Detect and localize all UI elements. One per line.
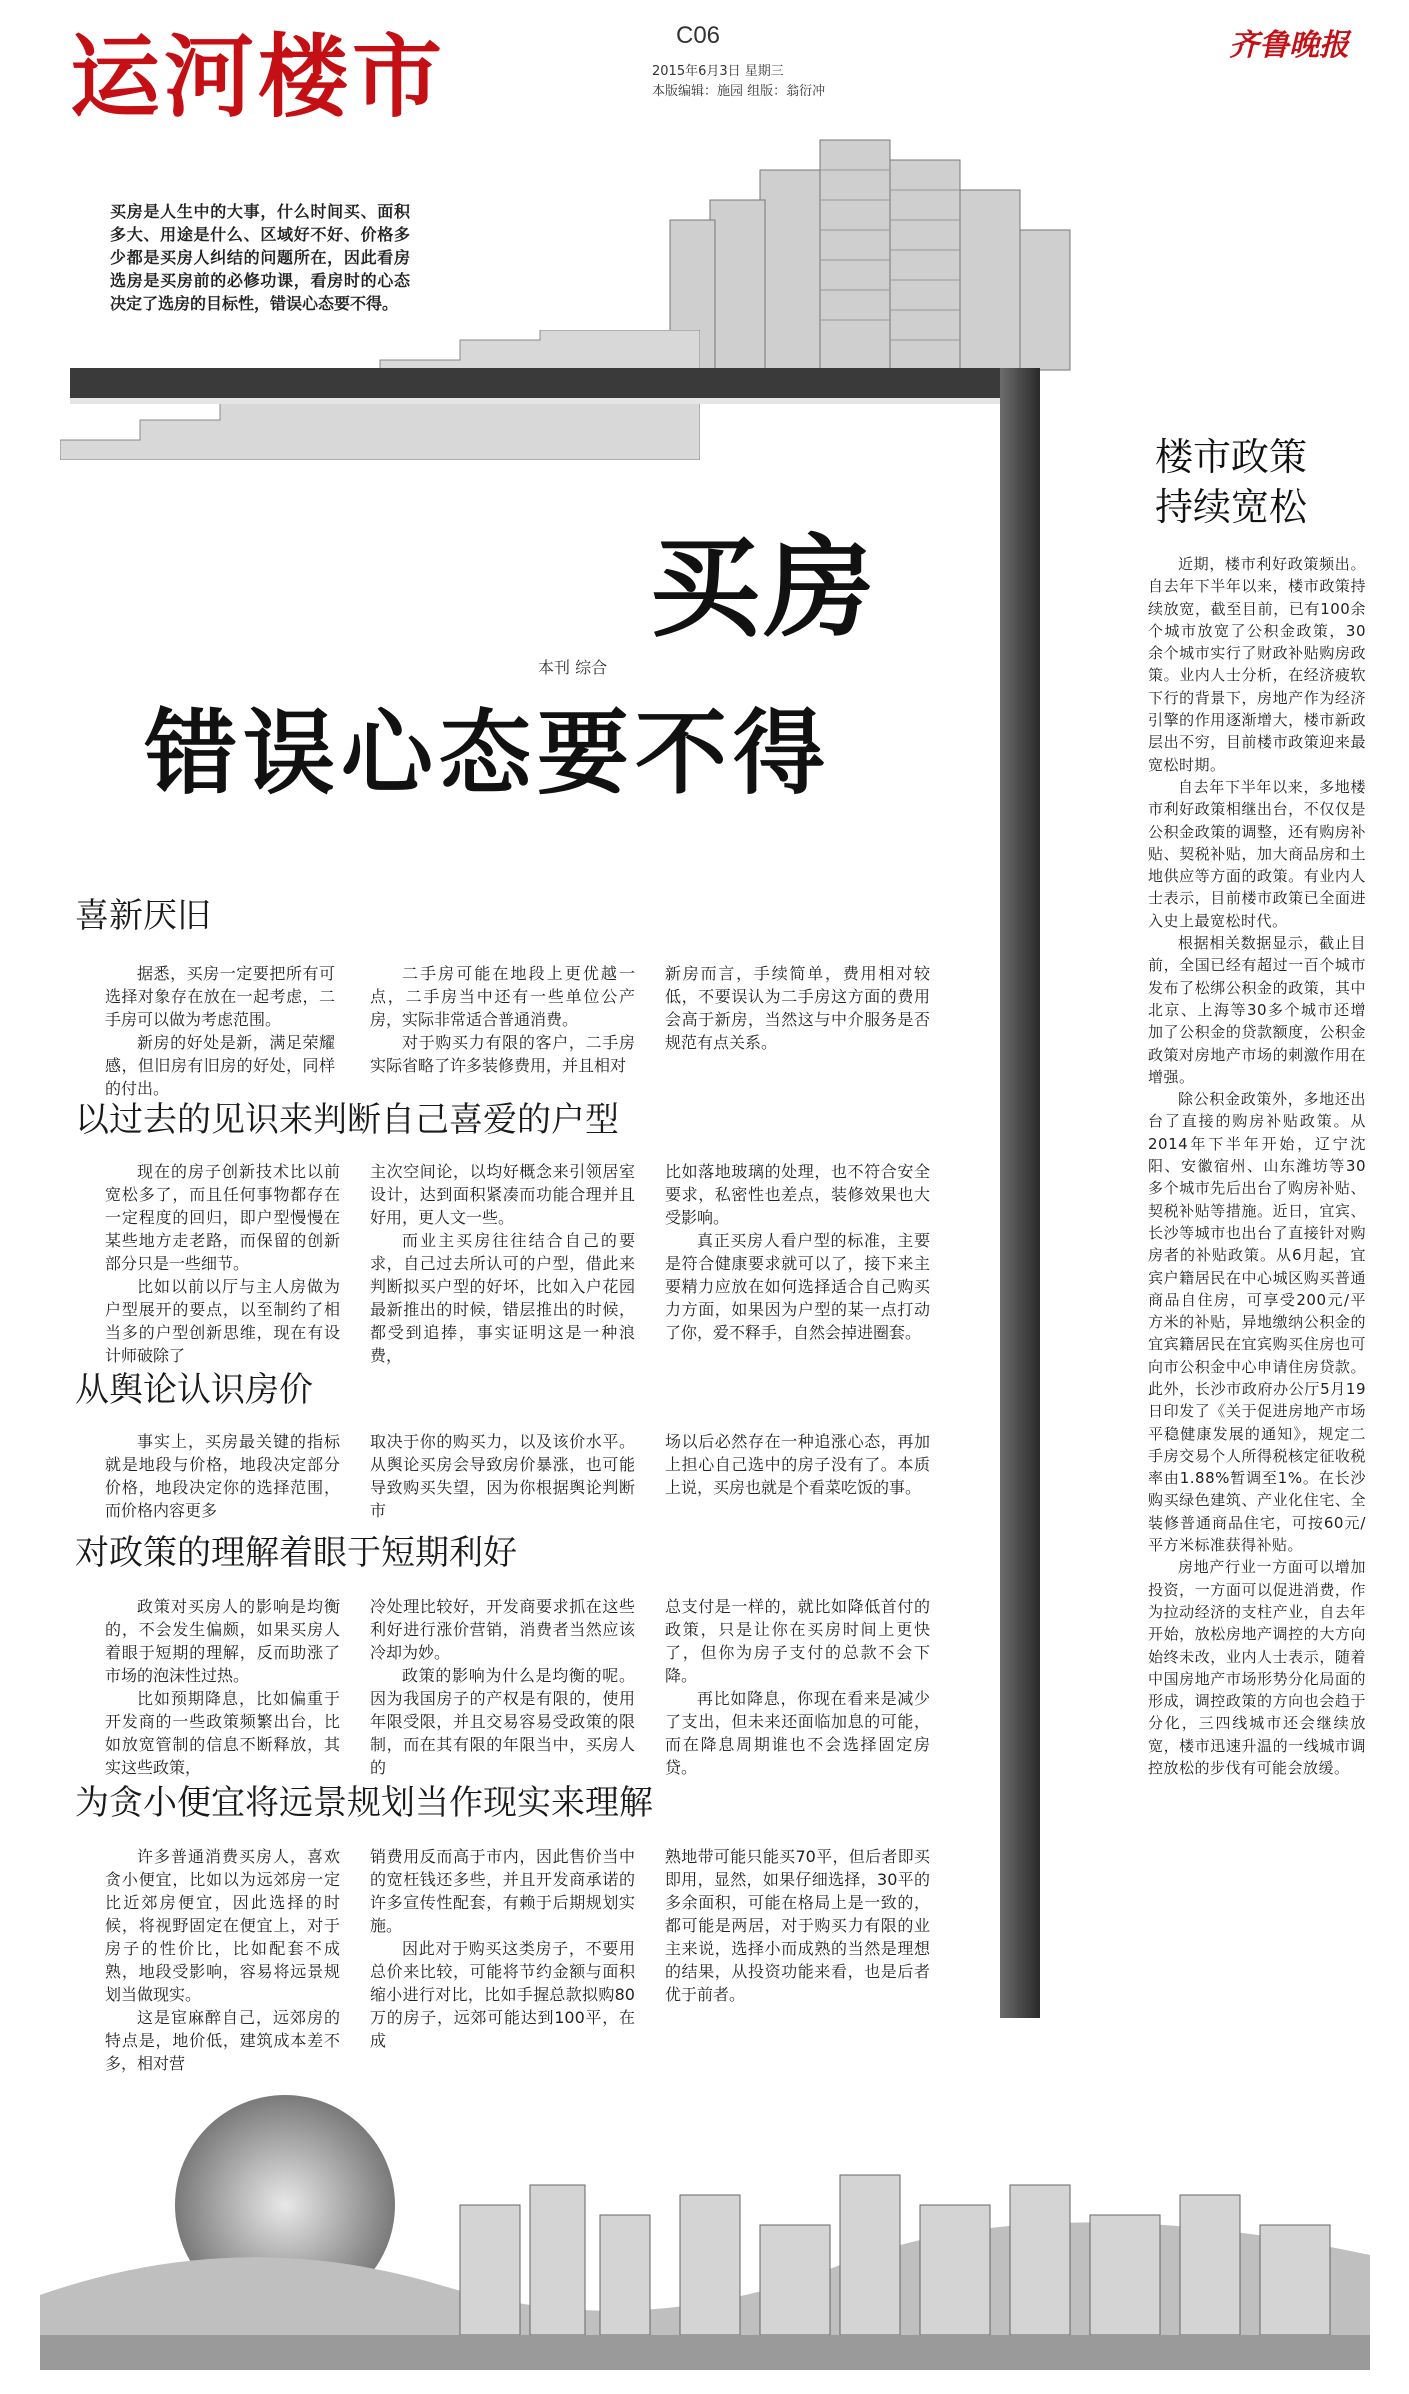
sidebar-body: 近期，楼市利好政策频出。自去年下半年以来，楼市政策持续放宽，截至目前，已有100余个城市放宽了公积金政策，30余个城市实行了财政补贴购房政策。业内人士分析，在经济疲软下行的背景下，房地产作为经济引擎的作用逐渐增大，楼市新政层出不穷，目前楼市政策迎来最宽松时期。 自去年下半年以来，多地楼市利好政策相继出台，不仅仅是公积金政策的调整，还有购房补贴、契税补贴，加大商品房和土地供应等方面的政策。有业内人士表示，目前楼市政策已全面进入史上最宽松时代。 根据相关数据显示，截止目前，全国已经有超过一百个城市发布了松绑公积金的政策，其中北京、上海等30多个城市还增加了公积金的贷款额度，公积金政策对房地产市场的刺激作用在增强。 除公积金政策外，多地还出台了直接的购房补贴政策。从2014年下半年开始，辽宁沈阳、安徽宿州、山东潍坊等30多个城市先后出台了购房补贴、契税补贴等措施。近日，宜宾、长沙等城市也出台了直接针对购房者的补贴政策。从6月起，宜宾户籍居民在中心城区购买普通商品自住房，可享受200元/平方米的补贴，异地缴纳公积金的宜宾籍居民在宜宾购买住房也可向市公积金中心申请住房贷款。此外，长沙市政府办公厅5月19日印发了《关于促进房地产市场平稳健康发展的通知》，规定二手房交易个人所得税核定征收税率由1.88%暂调至1%。在长沙购买绿色建筑、产业化住宅、全装修普通商品住宅，可按60元/平方米标准获得补贴。 房地产行业一方面可以增加投资，一方面可以促进消费，作为拉动经济的支柱产业，自去年开始，放松房地产调控的大方向始终未改，业内人士表示，随着中国房地产市场形势分化局面的形成，调控政策的方向也会趋于分化，三四线城市还会继续放宽，楼市迅速升温的一线城市调控放松的步伐有可能会放缓。 xyxy=(1148,555,1366,1778)
section-title: 喜新厌旧 xyxy=(75,896,211,936)
section-col: 许多普通消费买房人，喜欢贪小便宜，比如以为远郊房一定比近郊房便宜，因此选择的时候，将视野固定在便宜上，对于房子的性价比，比如配套不成熟，地段受影响，容易将远景规划当做现实。 这是宦麻醉自己，远郊房的特点是，地价低，建筑成本差不多，相对营 xyxy=(105,1847,340,2073)
section-col: 事实上，买房最关键的指标就是地段与价格，地段决定部分价格，地段决定你的选择范围，而价格内容更多 xyxy=(105,1432,340,1520)
section-title: 为贪小便宜将远景规划当作现实来理解 xyxy=(75,1783,653,1823)
headline-line1: 买房 xyxy=(650,524,878,652)
section-title: 以过去的见识来判断自己喜爱的户型 xyxy=(75,1100,619,1140)
section-col: 取决于你的购买力，以及该价水平。从舆论买房会导致房价暴涨，也可能导致购买失望，因为你根据舆论判断市 xyxy=(370,1432,635,1520)
headline-line2: 错误心态要不得 xyxy=(145,700,832,807)
page-number: C06 xyxy=(676,22,721,49)
section-title: 对政策的理解着眼于短期利好 xyxy=(75,1533,517,1573)
section-col: 政策对买房人的影响是均衡的，不会发生偏颇，如果买房人着眼于短期的理解，反而助涨了市场的泡沫性过热。 比如预期降息，比如偏重于开发商的一些政策频繁出台，比如放宽管制的信息不断释放，其实这些政策， xyxy=(105,1597,340,1777)
dateline xyxy=(652,62,825,102)
section-col: 比如落地玻璃的处理，也不符合安全要求，私密性也差点，装修效果也大受影响。 真正买房人看户型的标准，主要是符合健康要求就可以了，接下来主要精力应放在如何选择适合自己购买力方面，如果因为户型的某一点打动了你，爱不释手，自然会掉进圈套。 xyxy=(665,1162,930,1342)
section-col: 场以后必然存在一种追涨心态，再加上担心自己选中的房子没有了。本质上说，买房也就是个看菜吃饭的事。 xyxy=(665,1432,930,1497)
section-col: 二手房可能在地段上更优越一点，二手房当中还有一些单位公产房，实际非常适合普通消费。 对于购买力有限的客户，二手房实际省略了许多装修费用，并且相对 xyxy=(370,964,635,1075)
section-col: 主次空间论，以均好概念来引领居室设计，达到面积紧凑而功能合理并且好用，更人文一些。 而业主买房往往结合自己的要求，自己过去所认可的户型，借此来判断拟买户型的好坏，比如入户花园最新推出的时候，错层推出的时候，都受到追捧，事实证明这是一种浪费， xyxy=(370,1162,635,1365)
sidebar-title: 楼市政策 持续宽松 xyxy=(1155,435,1308,529)
section-col: 冷处理比较好，开发商要求抓在这些利好进行涨价营销，消费者当然应该冷却为妙。 政策的影响为什么是均衡的呢。因为我国房子的产权是有限的，使用年限受限，并且交易容易受政策的限制，而在其有限的年限当中，买房人的 xyxy=(370,1597,635,1777)
intro-paragraph: 买房是人生中的大事，什么时间买、面积多大、用途是什么、区域好不好、价格多少都是买房人纠结的问题所在，因此看房选房是买房前的必修功课，看房时的心态决定了选房的目标性，错误心态要不得。 xyxy=(110,202,410,313)
date-text: 2015年6月3日 星期三 xyxy=(652,64,784,79)
section-title: 从舆论认识房价 xyxy=(75,1370,313,1410)
section-col: 现在的房子创新技术比以前宽松多了，而且任何事物都存在一定程度的回归，即户型慢慢在某些地方走老路，而保留的创新部分只是一些细节。 比如以前以厅与主人房做为户型展开的要点，以至制约了相当多的户型创新思维，现在有设计师破除了 xyxy=(105,1162,340,1365)
paper-logo: 齐鲁晚报 xyxy=(1229,28,1349,63)
section-col: 熟地带可能只能买70平，但后者即买即用，显然，如果仔细选择，30平的多余面积，可能在格局上是一致的，都可能是两居，对于购买力有限的业主来说，选择小而成熟的当然是理想的结果，从投资功能来看，也是后者优于前者。 xyxy=(665,1847,930,2004)
section-col: 据悉，买房一定要把所有可选择对象存在放在一起考虑，二手房可以做为考虑范围。 新房的好处是新，满足荣耀感，但旧房有旧房的好处，同样的付出。 xyxy=(105,964,335,1098)
section-col: 总支付是一样的，就比如降低首付的政策，只是让你在买房时间上更快了，但你为房子支付的总款不会下降。 再比如降息，你现在看来是减少了支出，但未来还面临加息的可能，而在降息周期谁也不会选择固定房贷。 xyxy=(665,1597,930,1777)
masthead-title: 运河楼市 xyxy=(70,25,446,130)
cityscape-illustration xyxy=(40,2055,1370,2370)
section-col: 新房而言，手续简单，费用相对较低，不要误认为二手房这方面的费用会高于新房，当然这与中介服务是否规范有点关系。 xyxy=(665,964,930,1052)
editors-text: 本版编辑：施园 组版：翁衍冲 xyxy=(652,84,826,99)
section-col: 销费用反而高于市内，因此售价当中的宽枉钱还多些，并且开发商承诺的许多宣传性配套，有赖于后期规划实施。 因此对于购买这类房子，不要用总价来比较，可能将节约金额与面积缩小进行对比，比如手握总款拟购80万的房子，远郊可能达到100平，在成 xyxy=(370,1847,635,2050)
byline: 本刊 综合 xyxy=(538,658,608,677)
